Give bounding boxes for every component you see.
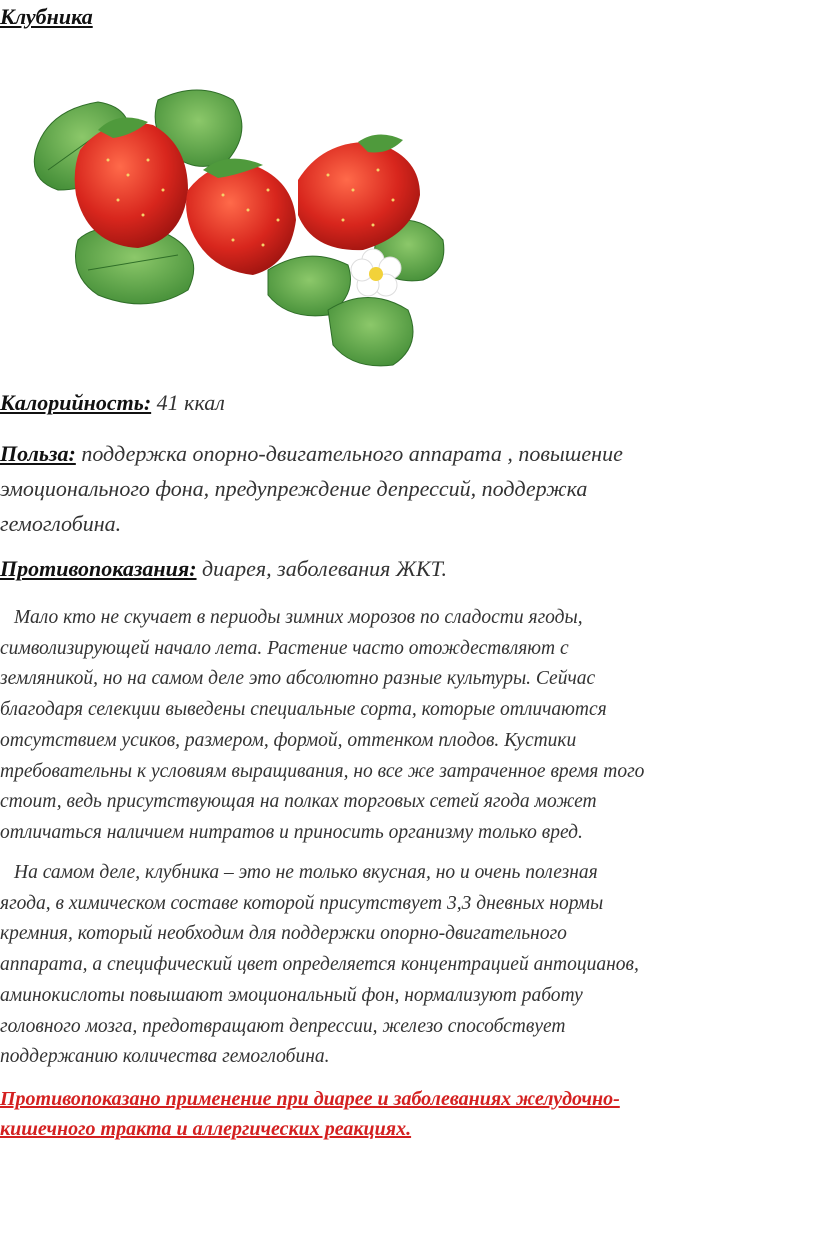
benefit-label: Польза: bbox=[0, 441, 76, 466]
strawberry-photo bbox=[28, 80, 458, 380]
contraindications-line bbox=[0, 556, 447, 582]
page-title: Клубника bbox=[0, 4, 93, 29]
contraindications-value: диарея, заболевания ЖКТ. bbox=[196, 556, 448, 581]
calories-line bbox=[0, 390, 225, 416]
contraindications-label: Противопоказания: bbox=[0, 556, 197, 581]
calories-value: 41 ккал bbox=[151, 390, 225, 415]
warning-note: Противопоказано применение при диарее и заболеваниях желудочно- кишечного тракта и аллергических реакциях. bbox=[0, 1088, 620, 1140]
description-paragraph-2: На самом деле, клубника – это не только вкусная, но и очень полезная ягода, в химическом составе которой присутствует 3,3 дневных нормы кремния, который необходим для поддержки опорно-двигательного аппарата, а специфический цвет определяется концентрацией антоцианов, аминокислоты повышают эмоциональный фон, нормализуют работу головного мозга, предотвращают депрессии, железо способствует поддержанию количества гемоглобина. bbox=[0, 862, 639, 1068]
benefit-paragraph: Польза: поддержка опорно-двигательного аппарата , повышение эмоционального фона, предупреждение депрессий, поддержка гемоглобина. bbox=[0, 441, 623, 536]
calories-label: Калорийность: bbox=[0, 390, 152, 415]
description-paragraph-1: Мало кто не скучает в периоды зимних морозов по сладости ягоды, символизирующей начало лета. Растение часто отождествляют с земляникой, но на самом деле это абсолютно разные культуры. Сейчас благодаря селекции выведены специальные сорта, которые отличаются отсутствием усиков, размером, формой, оттенком плодов. Кустики требовательны к условиям выращивания, но все же затраченное время того стоит, ведь присутствующая на полках торговых сетей ягода может отличаться наличием нитратов и приносить организму только вред. bbox=[0, 607, 645, 843]
strawberry-middle bbox=[186, 159, 296, 275]
